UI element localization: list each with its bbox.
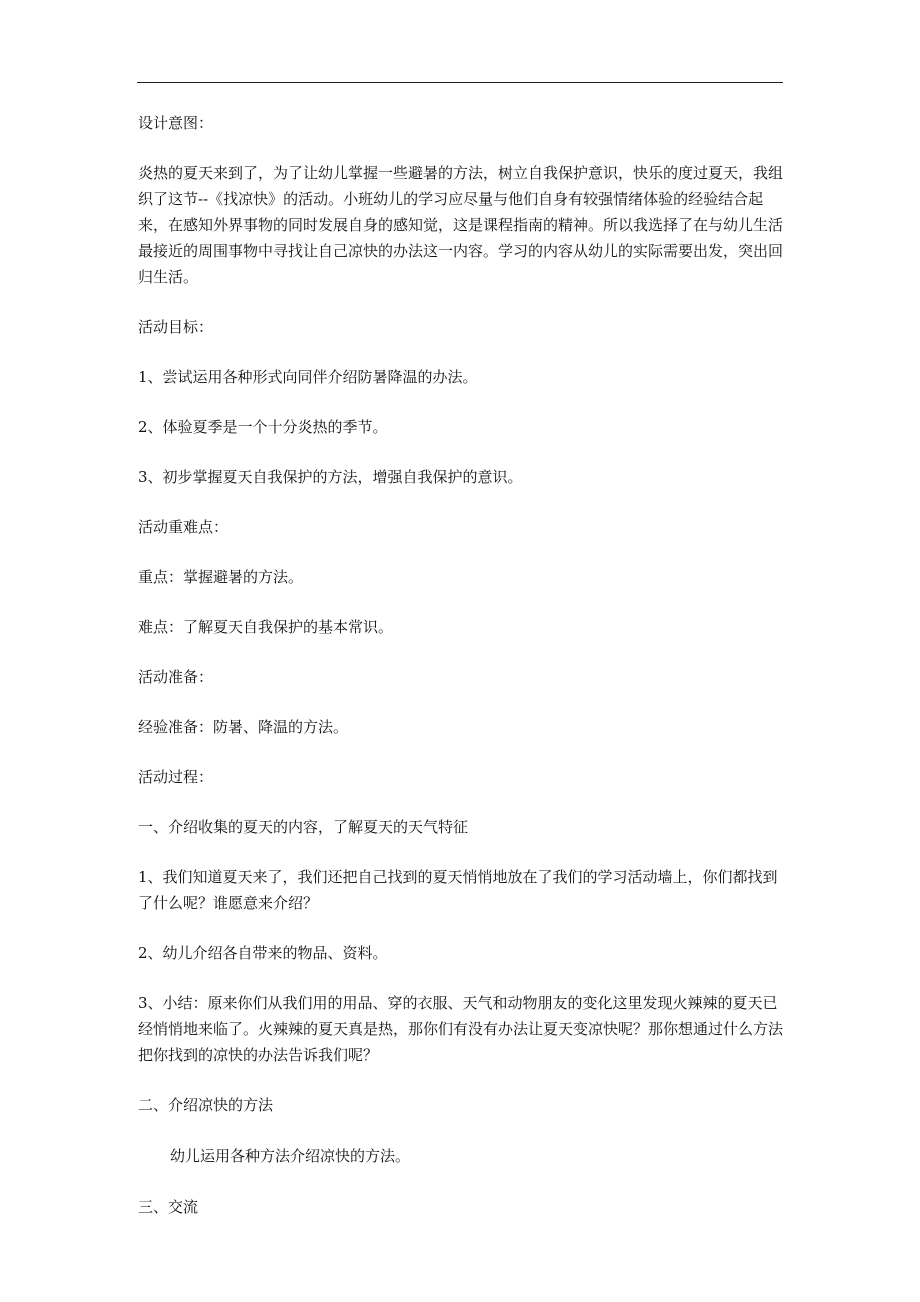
heading-design-intent: 设计意图： [138,114,214,132]
key-point: 重点：掌握避暑的方法。 [138,568,304,586]
heading-preparation: 活动准备： [138,668,214,686]
process-section-1: 一、介绍收集的夏天的内容，了解夏天的天气特征 [138,818,469,836]
design-intent-text: 炎热的夏天来到了，为了让幼儿掌握一些避暑的方法，树立自我保护意识，快乐的度过夏天，我组织了这节--《找凉快》的活动。小班幼儿的学习应尽量与他们自身有较强情绪体验的经验结合起来，在感知外界事物的同时发展自身的感知觉，这是课程指南的精神。所以我选择了在与幼儿生活最接近的周围事物中寻找让自己凉快的办法这一内容。学习的内容从幼儿的实际需要出发，突出回归生活。 [138,164,784,286]
process-section-2-text: 幼儿运用各种方法介绍凉快的方法。 [170,1147,411,1165]
heading-key-points: 活动重难点： [138,518,229,536]
heading-process: 活动过程： [138,768,214,786]
goal-item-2: 2、体验夏季是一个十分炎热的季节。 [138,418,388,436]
process-step-1: 1、我们知道夏天来了，我们还把自己找到的夏天悄悄地放在了我们的学习活动墙上，你们都找到了什么呢？谁愿意来介绍？ [138,868,778,912]
process-section-2: 二、介绍凉快的方法 [138,1096,274,1114]
header-rule [137,82,783,83]
goal-item-3: 3、初步掌握夏天自我保护的方法，增强自我保护的意识。 [138,468,523,486]
process-step-2: 2、幼儿介绍各自带来的物品、资料。 [138,944,388,962]
process-step-3: 3、小结：原来你们从我们用的用品、穿的衣服、天气和动物朋友的变化这里发现火辣辣的夏天已经悄悄地来临了。火辣辣的夏天真是热，那你们有没有办法让夏天变凉快呢？那你想通过什么方法把你找到的凉快的办法告诉我们呢？ [138,994,784,1064]
process-section-3: 三、交流 [138,1198,199,1216]
goal-item-1: 1、尝试运用各种形式向同伴介绍防暑降温的办法。 [138,368,478,386]
heading-activity-goals: 活动目标： [138,318,214,336]
preparation-text: 经验准备：防暑、降温的方法。 [138,718,349,736]
difficult-point: 难点：了解夏天自我保护的基本常识。 [138,618,394,636]
document-body [138,110,786,1220]
